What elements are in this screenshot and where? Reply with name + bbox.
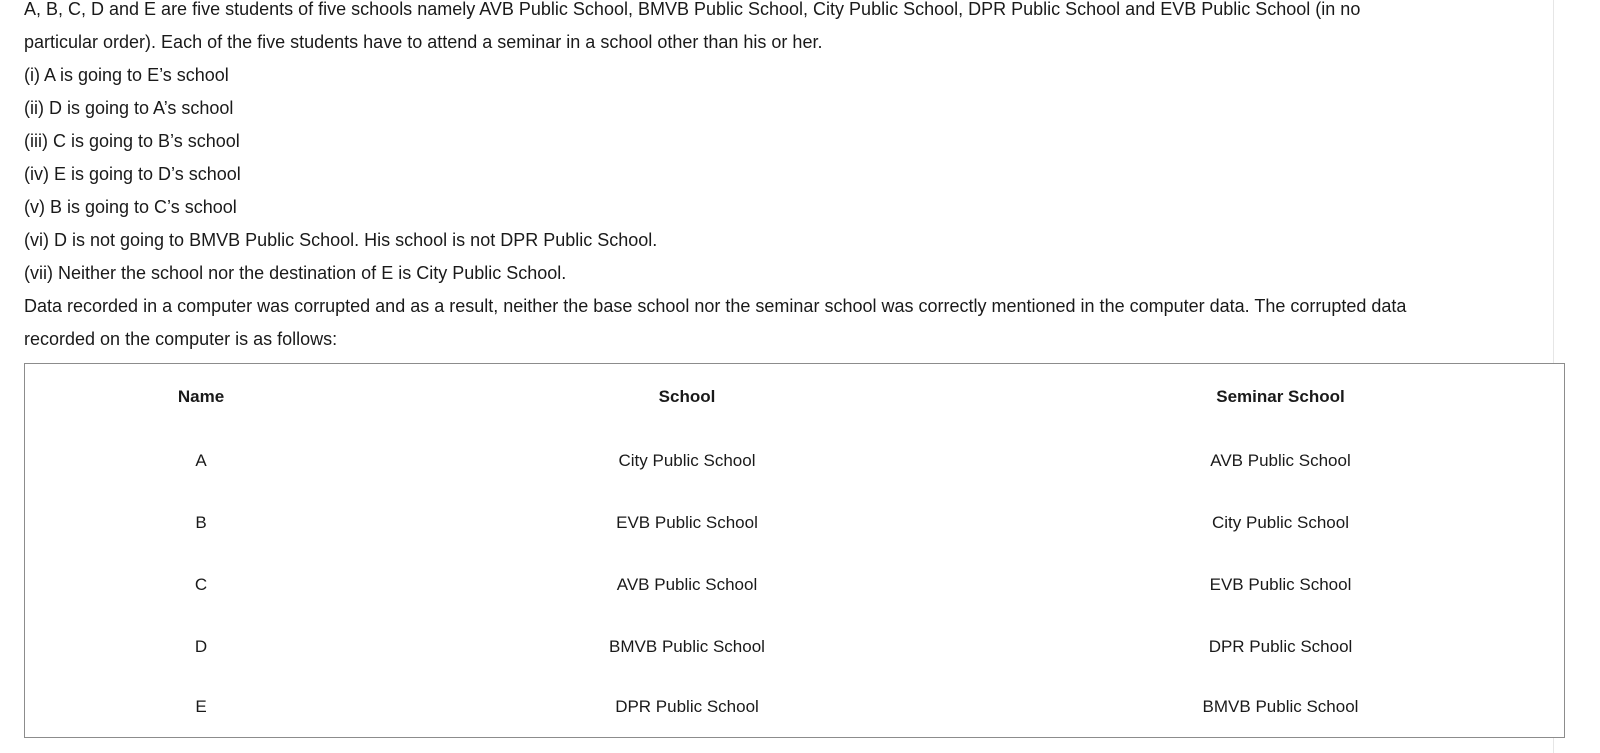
cell-seminar-school: BMVB Public School	[1202, 697, 1359, 716]
cell-name: C	[194, 575, 208, 594]
clue-2: (ii) D is going to A’s school	[24, 98, 234, 118]
intro-line-2: particular order). Each of the five students have to attend a seminar in a school other than his or her.	[24, 32, 823, 52]
cell-school: DPR Public School	[615, 697, 759, 716]
header-name: Name	[177, 387, 225, 406]
clue-1: (i) A is going to E’s school	[24, 65, 229, 85]
table-row	[25, 430, 1564, 492]
cell-seminar-school: AVB Public School	[1210, 451, 1351, 470]
cell-name: D	[194, 637, 208, 656]
header-seminar-school: Seminar School	[1216, 387, 1345, 406]
cell-seminar-school: City Public School	[1211, 513, 1349, 532]
clue-4: (iv) E is going to D’s school	[24, 164, 241, 184]
intro-line-1: A, B, C, D and E are five students of five schools namely AVB Public School, BMVB Public School, City Public School, DPR Public School and EVB Public School (in no	[24, 0, 1361, 19]
corrupted-data-table	[25, 364, 1564, 736]
corruption-note-line-1: Data recorded in a computer was corrupted and as a result, neither the base school nor the seminar school was correctly mentioned in the computer data. The corrupted data	[24, 296, 1407, 316]
cell-name: A	[195, 451, 207, 470]
clue-7: (vii) Neither the school nor the destination of E is City Public School.	[24, 263, 567, 283]
clue-5: (v) B is going to C’s school	[24, 197, 237, 217]
table-header-row	[25, 364, 1564, 430]
cell-seminar-school: DPR Public School	[1208, 637, 1353, 656]
clue-6: (vi) D is not going to BMVB Public School. His school is not DPR Public School.	[24, 230, 658, 250]
cell-school: City Public School	[618, 451, 756, 470]
header-school: School	[658, 387, 716, 406]
table-row	[25, 616, 1564, 678]
cell-school: AVB Public School	[616, 575, 758, 594]
cell-name: E	[195, 697, 207, 716]
cell-seminar-school: EVB Public School	[1209, 575, 1352, 594]
table-row	[25, 492, 1564, 554]
clue-3: (iii) C is going to B’s school	[24, 131, 240, 151]
cell-name: B	[195, 513, 207, 532]
corrupted-data-table-box	[24, 363, 1565, 738]
table-row	[25, 678, 1564, 736]
cell-school: EVB Public School	[616, 513, 758, 532]
table-row	[25, 554, 1564, 616]
cell-school: BMVB Public School	[609, 637, 765, 656]
document-body	[24, 0, 1539, 356]
corruption-note-line-2: recorded on the computer is as follows:	[24, 329, 338, 349]
